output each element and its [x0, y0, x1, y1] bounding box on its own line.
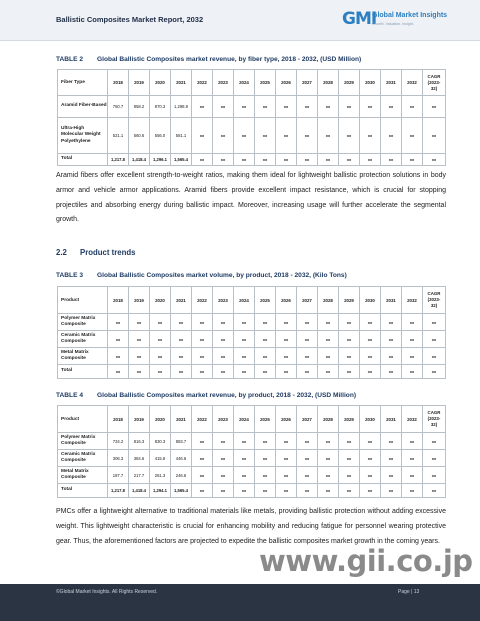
table-cell: 521.1: [108, 118, 129, 154]
table-cell: xx: [318, 96, 339, 118]
table3-label: TABLE 3: [56, 272, 83, 279]
table-cell: xx: [381, 348, 402, 365]
table-cell: 187.7: [108, 467, 129, 484]
table-row: [58, 96, 446, 118]
year-header: 2021: [171, 406, 192, 433]
table-cell: 1,217.8: [108, 484, 129, 498]
table-cell: 734.2: [108, 433, 129, 450]
page-footer: [0, 584, 480, 621]
table-cell: xx: [192, 154, 213, 166]
table-cell: xx: [339, 484, 360, 498]
section-heading: [56, 248, 135, 257]
table-cell: 1,217.8: [108, 154, 129, 166]
table-cell: xx: [339, 118, 360, 154]
year-header: 2028: [318, 287, 339, 314]
table-cell: xx: [234, 365, 255, 379]
year-header: 2030: [360, 70, 381, 96]
cagr-cell: xx: [423, 154, 446, 166]
row-label: Total: [58, 154, 108, 166]
cagr-header-line: CAGR: [427, 410, 441, 415]
year-header: 2022: [192, 70, 213, 96]
table-cell: xx: [129, 348, 150, 365]
year-header: 2019: [129, 406, 150, 433]
year-header: 2027: [297, 406, 318, 433]
table-cell: xx: [402, 331, 423, 348]
table-cell: xx: [255, 118, 276, 154]
table-cell: 1,296.1: [150, 154, 171, 166]
table-cell: 1,565.4: [171, 484, 192, 498]
table-cell: xx: [402, 154, 423, 166]
table-cell: 1,565.4: [171, 154, 192, 166]
table-cell: xx: [318, 433, 339, 450]
table-cell: xx: [402, 450, 423, 467]
table-cell: xx: [339, 348, 360, 365]
table-cell: xx: [360, 365, 381, 379]
row-label: Polymer Matrix Composite: [58, 314, 108, 331]
table-cell: xx: [381, 484, 402, 498]
year-header: 2023: [213, 70, 234, 96]
table-cell: xx: [276, 365, 297, 379]
year-header: 2024: [234, 406, 255, 433]
table-cell: 261.3: [150, 467, 171, 484]
table3-title: Global Ballistic Composites market volume, by product, 2018 - 2032, (Kilo Tons): [97, 272, 347, 279]
year-header: 2018: [108, 70, 129, 96]
table-cell: xx: [339, 314, 360, 331]
column-header: Fiber Type: [58, 70, 108, 96]
table-cell: xx: [108, 348, 129, 365]
table-cell: xx: [360, 331, 381, 348]
year-header: 2020: [150, 287, 171, 314]
report-title: Ballistic Composites Market Report, 2032: [56, 15, 204, 24]
logo-tagline: Growth. Valuation. Insight.: [372, 22, 414, 26]
year-header: 2024: [234, 287, 255, 314]
year-header: 2031: [381, 406, 402, 433]
year-header: 2021: [171, 70, 192, 96]
table-row: [58, 365, 446, 379]
table-cell: xx: [360, 96, 381, 118]
year-header: 2019: [129, 70, 150, 96]
table2-caption: [56, 56, 361, 63]
table2-label: TABLE 2: [56, 56, 83, 63]
cagr-cell: xx: [423, 314, 446, 331]
table-cell: xx: [297, 467, 318, 484]
table-cell: xx: [213, 484, 234, 498]
table-cell: xx: [381, 365, 402, 379]
row-label: Polymer Matrix Composite: [58, 433, 108, 450]
table-cell: 217.7: [129, 467, 150, 484]
table-cell: 883.7: [171, 433, 192, 450]
table-cell: xx: [213, 96, 234, 118]
year-header: 2031: [381, 70, 402, 96]
year-header: 2025: [255, 70, 276, 96]
row-label: Ceramic Matrix Composite: [58, 450, 108, 467]
table-cell: xx: [381, 154, 402, 166]
table-cell: xx: [339, 96, 360, 118]
logo-mark: GMI: [342, 9, 377, 29]
table-cell: xx: [297, 348, 318, 365]
table-cell: 556.0: [150, 118, 171, 154]
table-cell: xx: [192, 450, 213, 467]
table-cell: xx: [318, 450, 339, 467]
table-cell: 750.7: [108, 96, 129, 118]
table-cell: xx: [192, 467, 213, 484]
cagr-header-line: CAGR: [427, 73, 441, 79]
table-cell: xx: [339, 154, 360, 166]
year-header: 2018: [108, 287, 129, 314]
table-row: [58, 154, 446, 166]
table-cell: xx: [108, 365, 129, 379]
row-label: Total: [58, 484, 108, 498]
row-label: Metal Matrix Composite: [58, 467, 108, 484]
year-header: 2022: [192, 287, 213, 314]
cagr-cell: xx: [423, 433, 446, 450]
table-cell: xx: [213, 331, 234, 348]
table-cell: 1,418.4: [129, 484, 150, 498]
table-cell: xx: [192, 433, 213, 450]
year-header: 2019: [129, 287, 150, 314]
table-cell: xx: [234, 433, 255, 450]
year-header: 2032: [402, 406, 423, 433]
year-header: 2028: [318, 406, 339, 433]
table-cell: xx: [213, 433, 234, 450]
table-header-row: [58, 287, 446, 314]
table2: [57, 69, 446, 166]
table-cell: xx: [297, 314, 318, 331]
table-cell: xx: [381, 433, 402, 450]
table-cell: xx: [381, 96, 402, 118]
table-cell: xx: [255, 154, 276, 166]
table-row: [58, 484, 446, 498]
table-cell: 415.8: [150, 450, 171, 467]
table-cell: xx: [318, 484, 339, 498]
row-label: Ultra-High Molecular Weight Polyethylene: [58, 118, 108, 154]
table-cell: 384.6: [129, 450, 150, 467]
paragraph-pmc: PMCs offer a lightweight alternative to traditional materials like metals, providing ballistic protection without adding excessive weight. This lightweight characteristic is crucial for enhancing mobility and reducing fatigue for personnel wearing protective gear. Thus, the aforementioned factors are projected to expedite the ballistic composites market growth in the coming years.: [56, 508, 446, 545]
table3: [57, 286, 446, 379]
table-cell: xx: [339, 365, 360, 379]
year-header: 2022: [192, 406, 213, 433]
table-cell: xx: [276, 118, 297, 154]
table-cell: xx: [213, 154, 234, 166]
year-header: 2023: [213, 287, 234, 314]
year-header: 2020: [150, 70, 171, 96]
year-header: 2028: [318, 70, 339, 96]
table-cell: xx: [255, 433, 276, 450]
table-cell: xx: [192, 118, 213, 154]
table-cell: xx: [297, 484, 318, 498]
section-title: Product trends: [80, 248, 136, 257]
paragraph-aramid: Aramid fibers offer excellent strength-to-weight ratios, making them ideal for lightweight ballistic protection solutions in body armor and vehicle armor applications. Aramid fibers provide excellent impact resistance, which is crucial for stopping projectiles and absorbing energy during ballistic impact. Moreover, increasing usage will further accelerate the segmental growth.: [56, 172, 446, 224]
table-cell: xx: [360, 433, 381, 450]
table-cell: xx: [402, 118, 423, 154]
year-header: 2031: [381, 287, 402, 314]
cagr-header: [423, 287, 446, 314]
table-cell: xx: [402, 96, 423, 118]
cagr-header: [423, 406, 446, 433]
table-cell: xx: [402, 365, 423, 379]
table4: [57, 405, 446, 498]
cagr-header-line: (2023-: [427, 297, 441, 302]
page-header: [0, 0, 480, 41]
table-cell: xx: [234, 96, 255, 118]
table2-title: Global Ballistic Composites market revenue, by fiber type, 2018 - 2032, (USD Million): [97, 56, 362, 63]
cagr-header-line: 32): [430, 303, 438, 308]
table-cell: xx: [297, 433, 318, 450]
table-cell: xx: [213, 118, 234, 154]
year-header: 2024: [234, 70, 255, 96]
table-cell: xx: [381, 118, 402, 154]
table-cell: xx: [129, 365, 150, 379]
table-cell: xx: [192, 331, 213, 348]
gmi-logo: [342, 9, 448, 33]
cagr-header-line: CAGR: [427, 291, 441, 296]
row-label: Ceramic Matrix Composite: [58, 331, 108, 348]
year-header: 2025: [255, 406, 276, 433]
table-cell: 816.3: [129, 433, 150, 450]
table-cell: xx: [318, 331, 339, 348]
table-cell: xx: [276, 314, 297, 331]
table-cell: xx: [213, 467, 234, 484]
row-label: Total: [58, 365, 108, 379]
footer-copyright: ©Global Market Insights. All Rights Reserved.: [56, 589, 158, 595]
table-cell: xx: [255, 348, 276, 365]
table-cell: xx: [381, 450, 402, 467]
table-cell: xx: [150, 348, 171, 365]
year-header: 2030: [360, 406, 381, 433]
table-cell: xx: [276, 450, 297, 467]
table-cell: xx: [150, 365, 171, 379]
cagr-cell: xx: [423, 484, 446, 498]
table-cell: xx: [192, 365, 213, 379]
year-header: 2027: [297, 70, 318, 96]
table-cell: xx: [402, 433, 423, 450]
table-cell: xx: [234, 348, 255, 365]
table-cell: xx: [150, 314, 171, 331]
table-cell: xx: [297, 96, 318, 118]
table-row: [58, 118, 446, 154]
row-label: Aramid Fiber-Based: [58, 96, 108, 118]
table-cell: xx: [339, 450, 360, 467]
year-header: 2021: [171, 287, 192, 314]
table-cell: xx: [129, 314, 150, 331]
table-cell: xx: [339, 467, 360, 484]
table-cell: xx: [276, 467, 297, 484]
table-cell: xx: [360, 314, 381, 331]
table-cell: xx: [339, 433, 360, 450]
footer-page-number: Page | 13: [398, 589, 420, 595]
table-cell: xx: [297, 365, 318, 379]
table4-label: TABLE 4: [56, 392, 83, 399]
table-cell: 1,418.4: [129, 154, 150, 166]
logo-name: Global Market Insights: [372, 12, 448, 19]
cagr-cell: xx: [423, 467, 446, 484]
year-header: 2029: [339, 70, 360, 96]
table-cell: xx: [381, 314, 402, 331]
table-cell: xx: [276, 154, 297, 166]
table-cell: xx: [192, 314, 213, 331]
table-cell: xx: [171, 348, 192, 365]
year-header: 2030: [360, 287, 381, 314]
table-cell: xx: [171, 331, 192, 348]
table-cell: 246.6: [171, 467, 192, 484]
table-cell: 560.6: [129, 118, 150, 154]
table-cell: xx: [255, 314, 276, 331]
table-cell: xx: [297, 450, 318, 467]
table-cell: xx: [381, 467, 402, 484]
table-cell: xx: [213, 450, 234, 467]
table-cell: xx: [318, 118, 339, 154]
table-cell: xx: [234, 467, 255, 484]
table-cell: xx: [234, 484, 255, 498]
year-header: 2032: [402, 70, 423, 96]
table-cell: xx: [360, 154, 381, 166]
cagr-cell: xx: [423, 96, 446, 118]
year-header: 2026: [276, 287, 297, 314]
table-cell: 1,298.8: [171, 96, 192, 118]
table-cell: xx: [255, 467, 276, 484]
table-cell: xx: [255, 450, 276, 467]
table-cell: xx: [297, 118, 318, 154]
year-header: 2032: [402, 287, 423, 314]
table-cell: xx: [213, 365, 234, 379]
table-cell: xx: [402, 467, 423, 484]
year-header: 2018: [108, 406, 129, 433]
cagr-header-line: (2023-: [427, 79, 441, 85]
table-cell: xx: [360, 450, 381, 467]
table-header-row: [58, 70, 446, 96]
table-cell: 306.3: [108, 450, 129, 467]
table-cell: xx: [402, 314, 423, 331]
cagr-header-line: 32): [430, 85, 438, 91]
table-cell: xx: [360, 484, 381, 498]
table-row: [58, 467, 446, 484]
year-header: 2020: [150, 406, 171, 433]
table-cell: xx: [360, 467, 381, 484]
table-cell: xx: [234, 314, 255, 331]
year-header: 2029: [339, 287, 360, 314]
table-cell: xx: [255, 484, 276, 498]
table-cell: xx: [318, 365, 339, 379]
table-cell: xx: [402, 348, 423, 365]
table-cell: xx: [276, 348, 297, 365]
table-cell: xx: [255, 331, 276, 348]
table-cell: xx: [297, 331, 318, 348]
cagr-cell: xx: [423, 118, 446, 154]
table-cell: xx: [255, 96, 276, 118]
table-cell: xx: [276, 96, 297, 118]
cagr-header: [423, 70, 446, 96]
cagr-cell: xx: [423, 331, 446, 348]
column-header: Product: [58, 406, 108, 433]
table-cell: xx: [360, 348, 381, 365]
year-header: 2027: [297, 287, 318, 314]
table-row: [58, 348, 446, 365]
table-row: [58, 433, 446, 450]
table-cell: 446.6: [171, 450, 192, 467]
table-cell: xx: [276, 331, 297, 348]
year-header: 2023: [213, 406, 234, 433]
table-cell: xx: [129, 331, 150, 348]
table-cell: xx: [234, 118, 255, 154]
year-header: 2026: [276, 70, 297, 96]
table-cell: xx: [318, 348, 339, 365]
table-cell: xx: [381, 331, 402, 348]
table-cell: xx: [318, 314, 339, 331]
table-row: [58, 314, 446, 331]
column-header: Product: [58, 287, 108, 314]
cagr-cell: xx: [423, 450, 446, 467]
cagr-header-line: 32): [430, 422, 438, 427]
year-header: 2029: [339, 406, 360, 433]
table-cell: 870.3: [150, 96, 171, 118]
table-cell: xx: [192, 96, 213, 118]
table-cell: xx: [171, 365, 192, 379]
table-cell: xx: [108, 314, 129, 331]
table3-caption: [56, 272, 347, 279]
table-cell: 581.1: [171, 118, 192, 154]
table-cell: xx: [171, 314, 192, 331]
table-cell: 830.3: [150, 433, 171, 450]
table-cell: xx: [213, 314, 234, 331]
cagr-cell: xx: [423, 365, 446, 379]
table-cell: xx: [318, 154, 339, 166]
table-cell: xx: [402, 484, 423, 498]
cagr-cell: xx: [423, 348, 446, 365]
year-header: 2026: [276, 406, 297, 433]
table-cell: xx: [192, 348, 213, 365]
table-cell: xx: [276, 433, 297, 450]
table-cell: xx: [108, 331, 129, 348]
table-row: [58, 331, 446, 348]
table-cell: xx: [318, 467, 339, 484]
year-header: 2025: [255, 287, 276, 314]
table-cell: xx: [213, 348, 234, 365]
table-cell: xx: [192, 484, 213, 498]
table-cell: xx: [255, 365, 276, 379]
table-cell: xx: [360, 118, 381, 154]
table-cell: xx: [276, 484, 297, 498]
table-header-row: [58, 406, 446, 433]
table-cell: xx: [297, 154, 318, 166]
table-cell: 1,294.1: [150, 484, 171, 498]
table4-caption: [56, 392, 356, 399]
table-cell: xx: [234, 331, 255, 348]
table-cell: xx: [234, 450, 255, 467]
table-cell: 858.2: [129, 96, 150, 118]
table-row: [58, 450, 446, 467]
watermark: www.gii.co.jp: [259, 544, 473, 578]
table-cell: xx: [339, 331, 360, 348]
row-label: Metal Matrix Composite: [58, 348, 108, 365]
table-cell: xx: [234, 154, 255, 166]
cagr-header-line: (2023-: [427, 416, 441, 421]
section-number: 2.2: [56, 248, 67, 257]
table-cell: xx: [150, 331, 171, 348]
table4-title: Global Ballistic Composites market revenue, by product, 2018 - 2032, (USD Million): [97, 392, 357, 399]
